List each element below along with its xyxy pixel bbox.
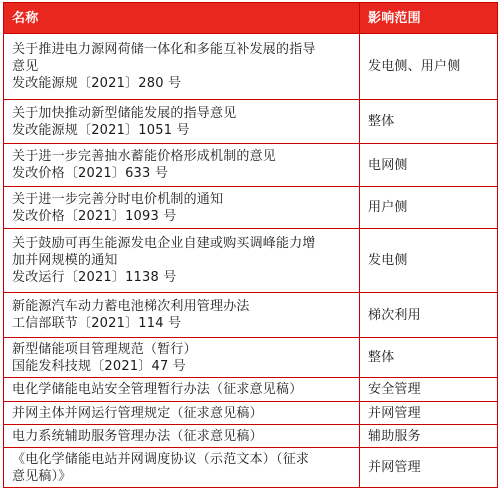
header-name: 名称: [4, 3, 360, 34]
table-row: [4, 100, 498, 144]
policy-name-cell: [4, 448, 360, 488]
policy-name-line: 意见: [12, 59, 39, 74]
table-row: [4, 448, 498, 488]
header-row: [4, 3, 498, 34]
policy-name-cell: [4, 425, 360, 448]
policy-doc-number: 发改价格〔2021〕633 号: [12, 166, 169, 181]
table-row: [4, 34, 498, 100]
policy-name-cell: [4, 144, 360, 187]
policy-name-cell: [4, 338, 360, 378]
scope-cell: 辅助服务: [360, 425, 498, 448]
table-row: [4, 425, 498, 448]
policy-doc-number: 工信部联节〔2021〕114 号: [12, 316, 182, 331]
table-row: [4, 187, 498, 229]
policy-name-line: 新型储能项目管理规范（暂行）: [12, 341, 197, 357]
header-scope: 影响范围: [360, 3, 498, 34]
policy-name-cell: [4, 187, 360, 229]
table-row: [4, 144, 498, 187]
policy-name-line: 意见稿）》: [12, 468, 72, 484]
policy-name-line: 电力系统辅助服务管理办法（征求意见稿）: [12, 428, 263, 444]
policy-name-line: 新能源汽车动力蓄电池梯次利用管理办法: [12, 299, 250, 314]
policy-name-line: 关于加快推动新型储能发展的指导意见: [12, 105, 237, 121]
policy-doc-number: 发改价格〔2021〕1093 号: [12, 208, 177, 224]
policy-name-line: 加并网规模的通知: [12, 253, 118, 268]
table-row: [4, 402, 498, 425]
policy-name-line: 电化学储能电站安全管理暂行办法（征求意见稿）: [12, 382, 303, 397]
table-row: [4, 338, 498, 378]
scope-cell: 发电侧、用户侧: [360, 34, 498, 100]
scope-cell: 并网管理: [360, 448, 498, 488]
policy-name-cell: [4, 293, 360, 338]
scope-cell: 整体: [360, 100, 498, 144]
scope-cell: 发电侧: [360, 229, 498, 293]
scope-cell: 并网管理: [360, 402, 498, 425]
scope-cell: 安全管理: [360, 378, 498, 402]
policy-name-line: 《电化学储能电站并网调度协议（示范文本）（征求: [12, 451, 310, 467]
policy-name-line: 关于进一步完善分时电价机制的通知: [12, 191, 224, 207]
policy-name-line: 关于推进电力源网荷储一体化和多能互补发展的指导: [12, 42, 316, 57]
policy-name-cell: [4, 229, 360, 293]
policy-name-cell: [4, 402, 360, 425]
scope-cell: 用户侧: [360, 187, 498, 229]
scope-cell: 电网侧: [360, 144, 498, 187]
policy-name-cell: [4, 378, 360, 402]
policy-table: [3, 2, 498, 488]
table-row: [4, 378, 498, 402]
policy-doc-number: 国能发科技规〔2021〕47 号: [12, 358, 186, 374]
scope-cell: 整体: [360, 338, 498, 378]
policy-name-cell: [4, 100, 360, 144]
policy-name-line: 关于进一步完善抽水蓄能价格形成机制的意见: [12, 149, 277, 164]
policy-name-line: 关于鼓励可再生能源发电企业自建或购买调峰能力增: [12, 236, 316, 251]
policy-doc-number: 发改能源规〔2021〕280 号: [12, 76, 182, 91]
policy-name-line: 并网主体并网运行管理规定（征求意见稿）: [12, 405, 263, 421]
policy-name-cell: [4, 34, 360, 100]
policy-doc-number: 发改能源规〔2021〕1051 号: [12, 122, 190, 138]
table-row: [4, 229, 498, 293]
scope-cell: 梯次利用: [360, 293, 498, 338]
policy-doc-number: 发改运行〔2021〕1138 号: [12, 270, 177, 285]
table-row: [4, 293, 498, 338]
